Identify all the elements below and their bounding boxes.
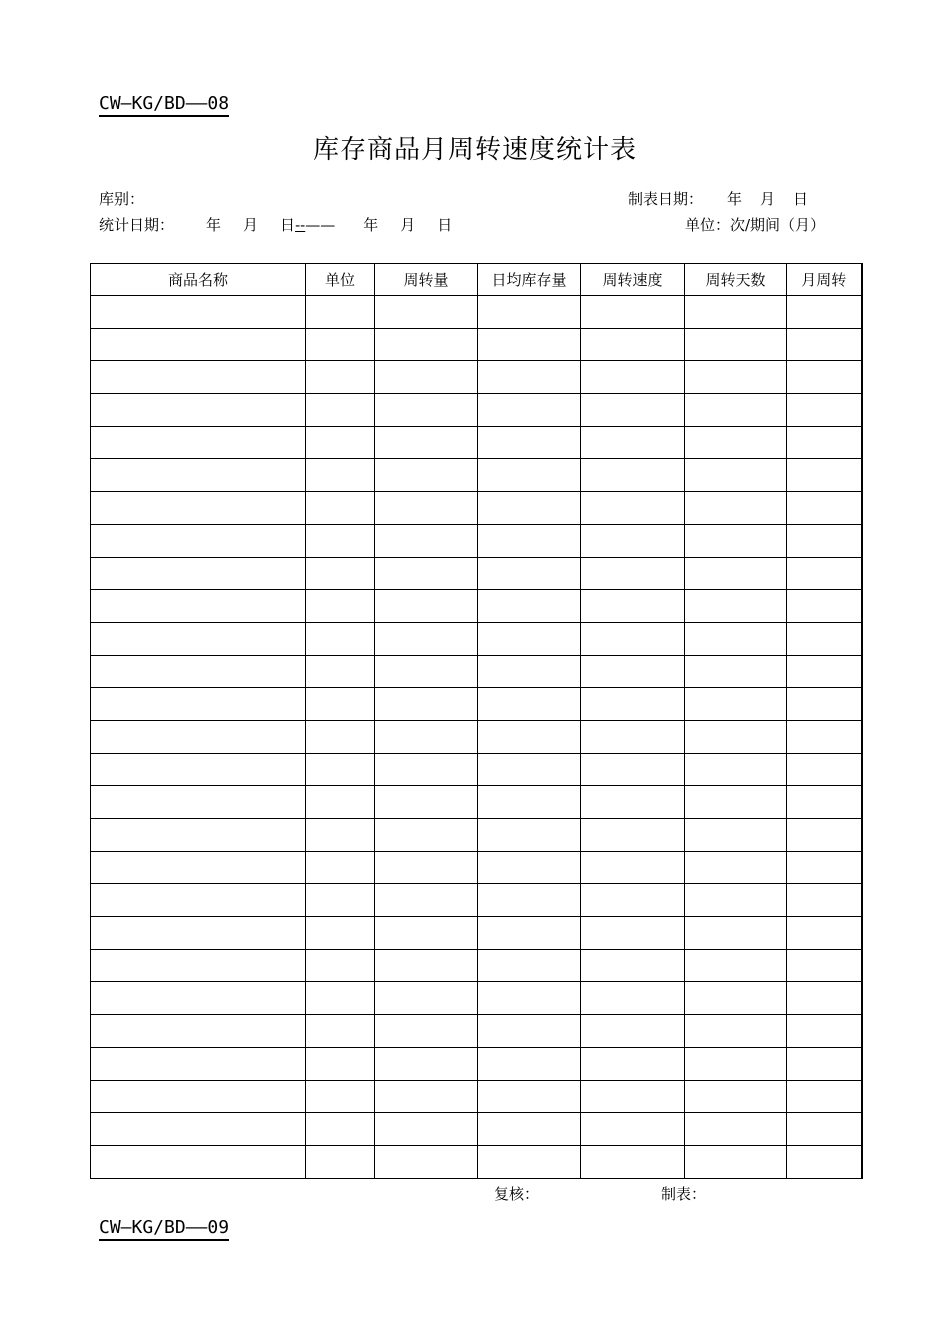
table-cell[interactable]	[581, 982, 685, 1015]
table-cell[interactable]	[787, 361, 862, 394]
header-monthly-turnover: 月周转	[787, 264, 862, 296]
table-row	[91, 296, 862, 329]
table-cell[interactable]	[685, 655, 787, 688]
table-cell[interactable]	[581, 328, 685, 361]
table-cell[interactable]	[306, 394, 375, 427]
document-code-bottom: CW–KG/BD––09	[99, 1218, 229, 1241]
make-date-line	[628, 189, 808, 209]
table-cell[interactable]	[581, 851, 685, 884]
table-cell[interactable]	[685, 982, 787, 1015]
table-cell[interactable]	[91, 622, 306, 655]
table-cell[interactable]	[375, 492, 478, 525]
table-cell[interactable]	[581, 492, 685, 525]
table-cell[interactable]	[306, 492, 375, 525]
table-row	[91, 819, 862, 852]
table-cell[interactable]	[581, 1145, 685, 1178]
table-cell[interactable]	[478, 851, 581, 884]
table-row	[91, 753, 862, 786]
table-cell[interactable]	[581, 1047, 685, 1080]
end-day: 日	[437, 216, 453, 234]
table-cell[interactable]	[581, 917, 685, 950]
table-cell[interactable]	[306, 1145, 375, 1178]
table-cell[interactable]	[478, 786, 581, 819]
table-cell[interactable]	[306, 524, 375, 557]
header-product-name: 商品名称	[91, 264, 306, 296]
table-cell[interactable]	[91, 720, 306, 753]
table-cell[interactable]	[685, 688, 787, 721]
table-cell[interactable]	[787, 426, 862, 459]
table-cell[interactable]	[581, 1080, 685, 1113]
table-cell[interactable]	[581, 459, 685, 492]
table-cell[interactable]	[581, 557, 685, 590]
table-row	[91, 426, 862, 459]
table-cell[interactable]	[685, 590, 787, 623]
table-cell[interactable]	[375, 917, 478, 950]
table-cell[interactable]	[306, 753, 375, 786]
table-row	[91, 1015, 862, 1048]
table-cell[interactable]	[91, 1047, 306, 1080]
review-label: 复核：	[494, 1185, 540, 1203]
table-cell[interactable]	[478, 1113, 581, 1146]
table-cell[interactable]	[306, 786, 375, 819]
table-cell[interactable]	[581, 753, 685, 786]
table-cell[interactable]	[478, 655, 581, 688]
table-cell[interactable]	[91, 361, 306, 394]
end-month: 月	[400, 216, 416, 234]
table-cell[interactable]	[787, 1080, 862, 1113]
table-cell[interactable]	[375, 1015, 478, 1048]
table-cell[interactable]	[375, 524, 478, 557]
table-cell[interactable]	[787, 1113, 862, 1146]
table-cell[interactable]	[375, 949, 478, 982]
table-cell[interactable]	[581, 622, 685, 655]
table-cell[interactable]	[581, 1113, 685, 1146]
table-cell[interactable]	[581, 361, 685, 394]
table-cell[interactable]	[787, 949, 862, 982]
table-cell[interactable]	[685, 328, 787, 361]
table-cell[interactable]	[787, 720, 862, 753]
table-cell[interactable]	[91, 296, 306, 329]
end-year: 年	[363, 216, 379, 234]
header-unit: 单位	[306, 264, 375, 296]
table-cell[interactable]	[91, 557, 306, 590]
table-cell[interactable]	[375, 884, 478, 917]
table-cell[interactable]	[478, 1080, 581, 1113]
table-row	[91, 786, 862, 819]
table-cell[interactable]	[787, 459, 862, 492]
table-cell[interactable]	[478, 1145, 581, 1178]
header-turnover-volume: 周转量	[375, 264, 478, 296]
table-cell[interactable]	[91, 1145, 306, 1178]
table-cell[interactable]	[375, 720, 478, 753]
table-cell[interactable]	[375, 655, 478, 688]
table-cell[interactable]	[478, 296, 581, 329]
table-cell[interactable]	[685, 1047, 787, 1080]
table-cell[interactable]	[91, 982, 306, 1015]
table-cell[interactable]	[91, 949, 306, 982]
table-cell[interactable]	[306, 557, 375, 590]
table-cell[interactable]	[478, 557, 581, 590]
table-cell[interactable]	[306, 328, 375, 361]
table-cell[interactable]	[306, 1080, 375, 1113]
stat-date-label: 统计日期：	[99, 216, 175, 234]
header-daily-avg-inventory: 日均库存量	[478, 264, 581, 296]
table-cell[interactable]	[787, 982, 862, 1015]
table-cell[interactable]	[685, 753, 787, 786]
table-cell[interactable]	[375, 753, 478, 786]
make-date-label: 制表日期：	[628, 190, 704, 208]
table-header-row	[91, 264, 862, 296]
table-cell[interactable]	[91, 655, 306, 688]
warehouse-label: 库别：	[99, 190, 145, 208]
table-cell[interactable]	[685, 1113, 787, 1146]
start-day: 日	[280, 216, 296, 234]
table-cell[interactable]	[375, 459, 478, 492]
table-cell[interactable]	[787, 296, 862, 329]
table-cell[interactable]	[306, 884, 375, 917]
table-cell[interactable]	[787, 917, 862, 950]
table-cell[interactable]	[375, 819, 478, 852]
table-cell[interactable]	[478, 622, 581, 655]
table-cell[interactable]	[787, 688, 862, 721]
table-cell[interactable]	[375, 622, 478, 655]
table-cell[interactable]	[787, 655, 862, 688]
table-cell[interactable]	[478, 884, 581, 917]
table-cell[interactable]	[306, 720, 375, 753]
table-cell[interactable]	[478, 819, 581, 852]
table-cell[interactable]	[478, 361, 581, 394]
table-cell[interactable]	[685, 1145, 787, 1178]
table-cell[interactable]	[685, 720, 787, 753]
header-turnover-speed: 周转速度	[581, 264, 685, 296]
start-month: 月	[243, 216, 259, 234]
table-cell[interactable]	[787, 622, 862, 655]
table-cell[interactable]	[375, 688, 478, 721]
table-cell[interactable]	[91, 459, 306, 492]
table-row	[91, 917, 862, 950]
table-cell[interactable]	[91, 786, 306, 819]
table-cell[interactable]	[375, 557, 478, 590]
table-cell[interactable]	[306, 459, 375, 492]
table-cell[interactable]	[91, 524, 306, 557]
document-code-top: CW–KG/BD––08	[99, 94, 229, 117]
table-row	[91, 524, 862, 557]
table-cell[interactable]	[375, 296, 478, 329]
table-cell[interactable]	[91, 688, 306, 721]
table-cell[interactable]	[685, 459, 787, 492]
table-cell[interactable]	[685, 296, 787, 329]
table-cell[interactable]	[685, 622, 787, 655]
table-cell[interactable]	[375, 394, 478, 427]
table-cell[interactable]	[375, 590, 478, 623]
table-row	[91, 1080, 862, 1113]
table-cell[interactable]	[478, 949, 581, 982]
table-cell[interactable]	[478, 720, 581, 753]
table-row	[91, 655, 862, 688]
table-row	[91, 459, 862, 492]
table-cell[interactable]	[91, 1015, 306, 1048]
table-cell[interactable]	[787, 819, 862, 852]
table-cell[interactable]	[91, 328, 306, 361]
make-date-day: 日	[793, 190, 809, 208]
table-cell[interactable]	[306, 1047, 375, 1080]
table-cell[interactable]	[91, 819, 306, 852]
table-cell[interactable]	[306, 361, 375, 394]
table-cell[interactable]	[787, 328, 862, 361]
table-row	[91, 328, 862, 361]
table-cell[interactable]	[581, 949, 685, 982]
table-cell[interactable]	[478, 917, 581, 950]
table-cell[interactable]	[375, 982, 478, 1015]
table-cell[interactable]	[685, 361, 787, 394]
table-cell[interactable]	[685, 949, 787, 982]
table-row	[91, 884, 862, 917]
table-row	[91, 557, 862, 590]
table-cell[interactable]	[685, 557, 787, 590]
table-cell[interactable]	[478, 524, 581, 557]
table-cell[interactable]	[306, 590, 375, 623]
table-cell[interactable]	[478, 492, 581, 525]
table-cell[interactable]	[581, 884, 685, 917]
table-cell[interactable]	[581, 296, 685, 329]
table-row	[91, 361, 862, 394]
table-cell[interactable]	[685, 1015, 787, 1048]
table-cell[interactable]	[478, 688, 581, 721]
make-date-month: 月	[760, 190, 776, 208]
table-row	[91, 688, 862, 721]
table-cell[interactable]	[375, 851, 478, 884]
table-cell[interactable]	[375, 328, 478, 361]
table-cell[interactable]	[306, 426, 375, 459]
table-cell[interactable]	[478, 426, 581, 459]
table-cell[interactable]	[91, 590, 306, 623]
table-cell[interactable]	[478, 590, 581, 623]
table-cell[interactable]	[581, 720, 685, 753]
table-cell[interactable]	[91, 917, 306, 950]
stat-date-line	[99, 215, 452, 235]
table-cell[interactable]	[581, 426, 685, 459]
table-cell[interactable]	[91, 394, 306, 427]
table-cell[interactable]	[375, 1113, 478, 1146]
table-cell[interactable]	[375, 1080, 478, 1113]
table-cell[interactable]	[478, 328, 581, 361]
table-cell[interactable]	[306, 296, 375, 329]
table-cell[interactable]	[787, 851, 862, 884]
table-cell[interactable]	[685, 851, 787, 884]
table-row	[91, 622, 862, 655]
table-cell[interactable]	[478, 459, 581, 492]
table-cell[interactable]	[787, 1047, 862, 1080]
table-cell[interactable]	[375, 426, 478, 459]
table-cell[interactable]	[375, 1047, 478, 1080]
table-cell[interactable]	[581, 524, 685, 557]
table-cell[interactable]	[685, 1080, 787, 1113]
table-cell[interactable]	[787, 1015, 862, 1048]
unit-label: 单位：次/期间（月）	[685, 216, 826, 234]
table-cell[interactable]	[306, 982, 375, 1015]
table-cell[interactable]	[787, 492, 862, 525]
table-cell[interactable]	[306, 917, 375, 950]
range-separator-long: ——	[305, 216, 336, 234]
table-cell[interactable]	[306, 1015, 375, 1048]
table-cell[interactable]	[787, 753, 862, 786]
header-turnover-days: 周转天数	[685, 264, 787, 296]
table-cell[interactable]	[375, 1145, 478, 1178]
table-cell[interactable]	[685, 884, 787, 917]
table-cell[interactable]	[685, 786, 787, 819]
table-row	[91, 949, 862, 982]
table-cell[interactable]	[478, 982, 581, 1015]
table-cell[interactable]	[91, 1080, 306, 1113]
table-cell[interactable]	[581, 819, 685, 852]
table-cell[interactable]	[306, 655, 375, 688]
maker-label: 制表：	[661, 1185, 707, 1203]
table-cell[interactable]	[787, 394, 862, 427]
table-row	[91, 1113, 862, 1146]
table-cell[interactable]	[787, 884, 862, 917]
table-cell[interactable]	[306, 851, 375, 884]
table-cell[interactable]	[91, 851, 306, 884]
table-cell[interactable]	[787, 590, 862, 623]
table-cell[interactable]	[91, 753, 306, 786]
table-cell[interactable]	[787, 524, 862, 557]
make-date-year: 年	[727, 190, 743, 208]
table-cell[interactable]	[306, 949, 375, 982]
table-cell[interactable]	[787, 557, 862, 590]
table-cell[interactable]	[581, 786, 685, 819]
table-cell[interactable]	[685, 394, 787, 427]
table-cell[interactable]	[787, 786, 862, 819]
table-cell[interactable]	[306, 622, 375, 655]
table-row	[91, 492, 862, 525]
table-cell[interactable]	[581, 394, 685, 427]
table-row	[91, 590, 862, 623]
table-cell[interactable]	[306, 1113, 375, 1146]
start-year: 年	[206, 216, 222, 234]
range-separator-short: --	[295, 216, 306, 234]
table-cell[interactable]	[91, 492, 306, 525]
table-cell[interactable]	[685, 524, 787, 557]
table-row	[91, 982, 862, 1015]
table-cell[interactable]	[581, 1015, 685, 1048]
turnover-table	[90, 263, 863, 1179]
table-cell[interactable]	[375, 786, 478, 819]
table-cell[interactable]	[685, 917, 787, 950]
table-cell[interactable]	[91, 1113, 306, 1146]
table-cell[interactable]	[581, 655, 685, 688]
table-cell[interactable]	[375, 361, 478, 394]
table-row	[91, 851, 862, 884]
table-cell[interactable]	[787, 1145, 862, 1178]
table-cell[interactable]	[306, 688, 375, 721]
table-cell[interactable]	[91, 426, 306, 459]
table-cell[interactable]	[685, 426, 787, 459]
table-row	[91, 720, 862, 753]
table-cell[interactable]	[685, 819, 787, 852]
table-cell[interactable]	[581, 688, 685, 721]
table-cell[interactable]	[478, 1015, 581, 1048]
table-cell[interactable]	[478, 394, 581, 427]
table-row	[91, 394, 862, 427]
table-row	[91, 1145, 862, 1178]
page-title: 库存商品月周转速度统计表	[312, 135, 637, 165]
table-body	[91, 296, 862, 1179]
table-row	[91, 1047, 862, 1080]
table-cell[interactable]	[581, 590, 685, 623]
table-cell[interactable]	[478, 1047, 581, 1080]
table-cell[interactable]	[685, 492, 787, 525]
table-cell[interactable]	[478, 753, 581, 786]
table-cell[interactable]	[306, 819, 375, 852]
table-cell[interactable]	[91, 884, 306, 917]
